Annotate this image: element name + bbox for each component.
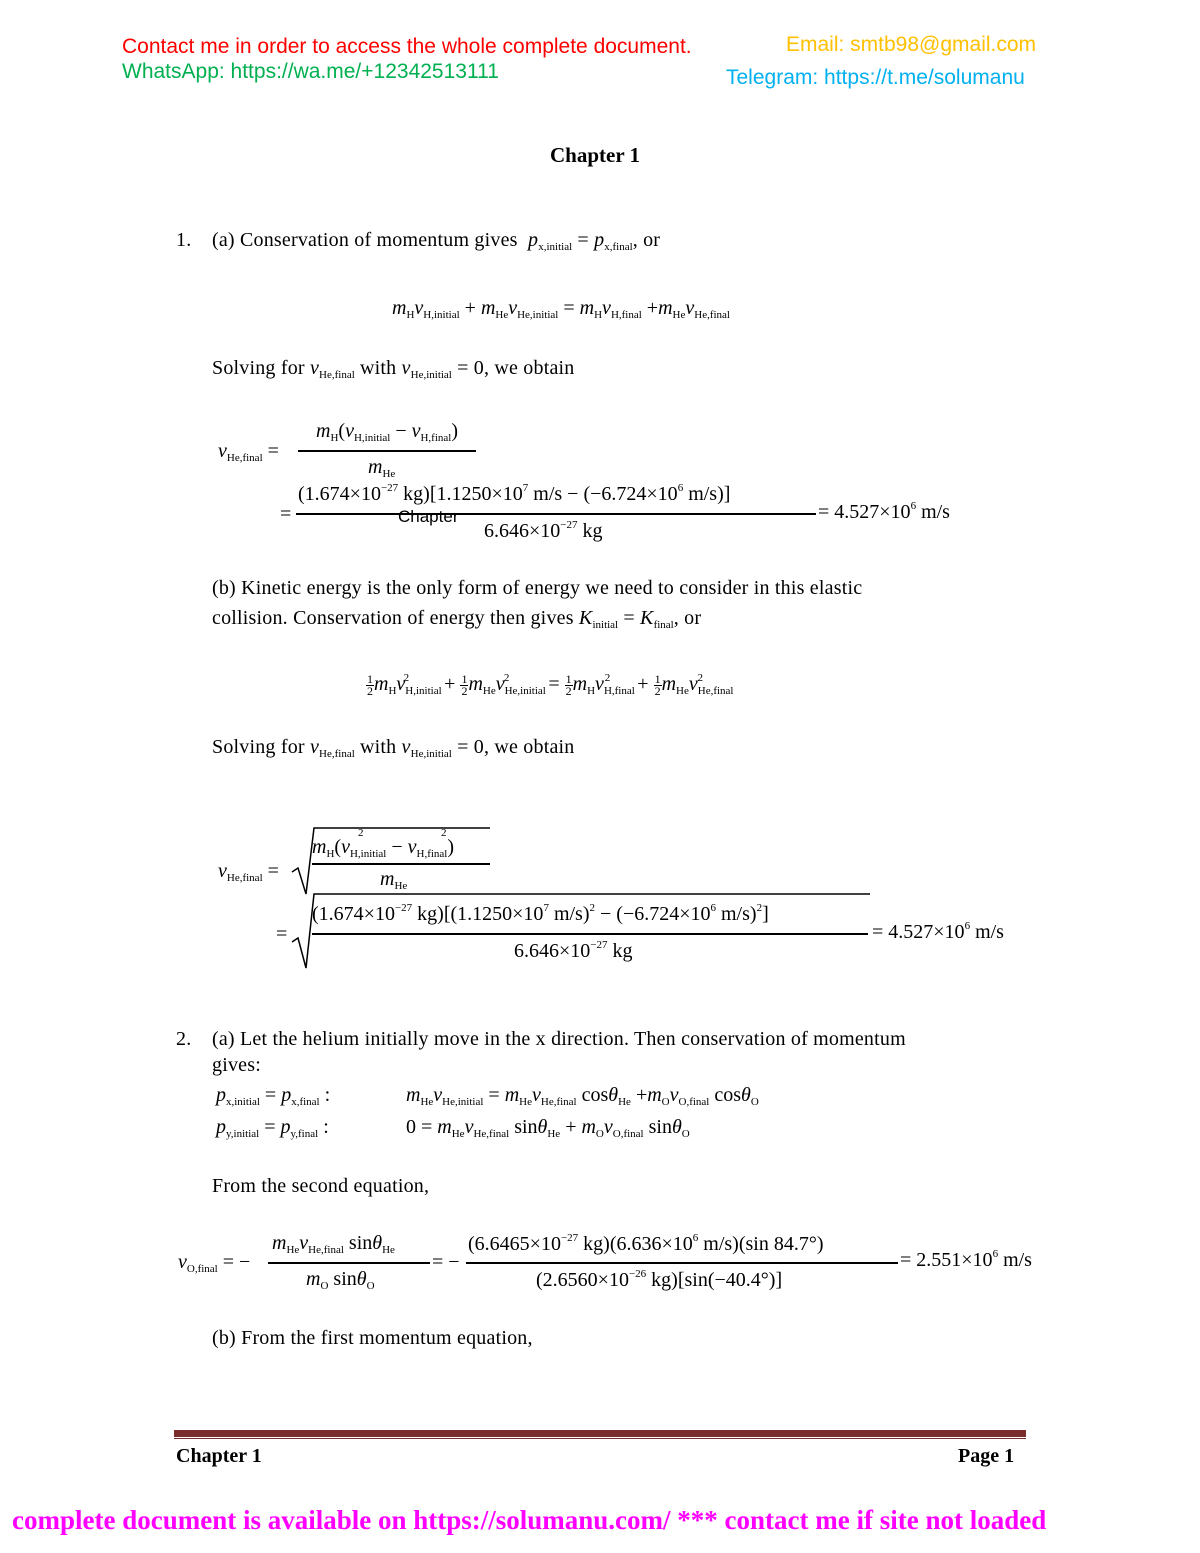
fraction-bar <box>298 450 476 452</box>
problem-2-number: 2. <box>176 1028 192 1050</box>
contact-notice: Contact me in order to access the whole complete document. <box>122 35 692 58</box>
promo-banner[interactable]: complete document is available on https://solumanu.com/ *** contact me if site not loaded <box>12 1505 1047 1535</box>
equals-sign: = <box>280 503 292 525</box>
fraction-bar <box>312 933 868 935</box>
telegram-link[interactable]: Telegram: https://t.me/solumanu <box>726 66 1025 89</box>
fraction-bar <box>268 1262 430 1264</box>
numeric-num-b: ($1.674\times 10^{-27}$ $kg)[(1.1250\times 10^7$ $m/s)^2 - (-6.724\times 10^6$ m/s)$^2$] <box>312 902 769 925</box>
velocity-num-a: $m_H(v_{H,initial} - v_{H,final})$ <box>315 420 459 444</box>
vo-lhs: $v_{O,final}$ = − <box>178 1251 251 1275</box>
vo-numeric-den: ($2.6560\times 10^{-26}$ kg)[sin(−40.4°)] <box>536 1268 783 1291</box>
problem-1b-line1: (b) Kinetic energy is the only form of energy we need to consider in this elastic <box>212 577 863 599</box>
footer-page-number: Page 1 <box>958 1445 1015 1467</box>
sqrt-den-b: $m_{He}$ <box>380 868 408 892</box>
problem-1a-text: (a) Conservation of momentum gives $p_{x,initial} = p_{x,final}$, or <box>212 229 661 253</box>
numeric-num-a: ($1.674\times 10^{-27}$ $kg)[1.1250\times 10^7$ $m/s - (-6.724\times 10^6$ m/s)] <box>298 482 731 505</box>
problem-1b-line2: collision. Conservation of energy then gives $K_{initial} = K_{final}$, or <box>212 607 702 631</box>
superscript-2: 2 <box>441 827 447 839</box>
footer-chapter: Chapter 1 <box>176 1445 262 1467</box>
numeric-den-a: $6.646\times 10^{-27}$ kg <box>484 519 603 542</box>
equals-minus: = − <box>432 1251 460 1273</box>
email-contact[interactable]: Email: smtb98@gmail.com <box>786 33 1037 56</box>
whatsapp-link[interactable]: WhatsApp: https://wa.me/+12342513111 <box>122 60 499 83</box>
momentum-equation: $m_Hv_{H,initial} + m_{He}v_{He,initial} = m_Hv_{H,final} +m_{He}v_{He,final}$ <box>392 297 730 321</box>
equals-sign: = <box>276 923 288 945</box>
solving-line-1: Solving for $v_{He,final}$ with $v_{He,initial} = 0$, we obtain <box>212 357 575 381</box>
problem-2b-text: (b) From the first momentum equation, <box>212 1327 533 1349</box>
page-title: Chapter 1 <box>550 143 641 167</box>
result-a: = $4.527\times 10^6$ m/s <box>818 500 950 523</box>
problem-2a-line2: gives: <box>212 1054 261 1076</box>
superscript-2: 2 <box>358 827 364 839</box>
watermark-text: Chapter <box>398 507 459 526</box>
velocity-lhs-a: $v_{He,final}$ = <box>218 440 279 464</box>
solving-line-2: Solving for $v_{He,final}$ with $v_{He,initial} = 0$, we obtain <box>212 736 575 760</box>
velocity-lhs-b: $v_{He,final}$ = <box>218 860 279 884</box>
px-conservation-eq: $m_{He}v_{He,initial} = m_{He}v_{He,final}$ $\cos\theta_{He} +m_Ov_{O,final}$ cosθ$_O$ <box>406 1084 759 1108</box>
energy-equation: $\frac{1}{2}$ $m_Hv_{H,initial}^2$ + $\frac{1}{2}$ $m_{He}v_{He,initial}^2$ = $\frac{1}{2}$ $m_Hv_{H,final}^2$ + $\frac{1}{2}$ $m_{He}v_{He,final}^2$ <box>367 671 734 698</box>
vo-result: = $2.551\times 10^6$ m/s <box>900 1248 1032 1271</box>
vo-numeric-num: ($6.6465\times 10^{-27}$ $kg)(6.636\times 10^6$ m/s)(sin 84.7°) <box>468 1232 824 1255</box>
py-conservation-eq: $0 = m_{He}v_{He,final}$ $\sin\theta_{He} + m_Ov_{O,final}$ sinθ$_O$ <box>406 1116 690 1140</box>
from-second-eq: From the second equation, <box>212 1175 430 1197</box>
px-conservation-label: $p_{x,initial} = p_{x,final}$ : <box>216 1084 331 1108</box>
numeric-den-b: $6.646\times 10^{-27}$ kg <box>514 939 633 962</box>
sqrt-num-b: $m_H(v_{H,initial} - v_{H,final})$ <box>312 836 455 860</box>
velocity-den-a: $m_{He}$ <box>368 456 396 480</box>
py-conservation-label: $p_{y,initial} = p_{y,final}$ : <box>216 1116 329 1140</box>
fraction-bar <box>296 513 816 515</box>
footer-rule-thin <box>174 1438 1026 1439</box>
vo-symbolic-num: $m_{He}v_{He,final}$ sinθ$_{He}$ <box>272 1232 395 1256</box>
vo-symbolic-den: $m_O$ sinθ$_O$ <box>306 1268 375 1292</box>
problem-2a-line1: (a) Let the helium initially move in the x direction. Then conservation of momentum <box>212 1028 906 1050</box>
footer-rule <box>174 1430 1026 1437</box>
result-b: = $4.527\times 10^6$ m/s <box>872 920 1004 943</box>
fraction-bar <box>466 1262 898 1264</box>
problem-1-number: 1. <box>176 229 192 251</box>
fraction-bar <box>312 863 490 865</box>
